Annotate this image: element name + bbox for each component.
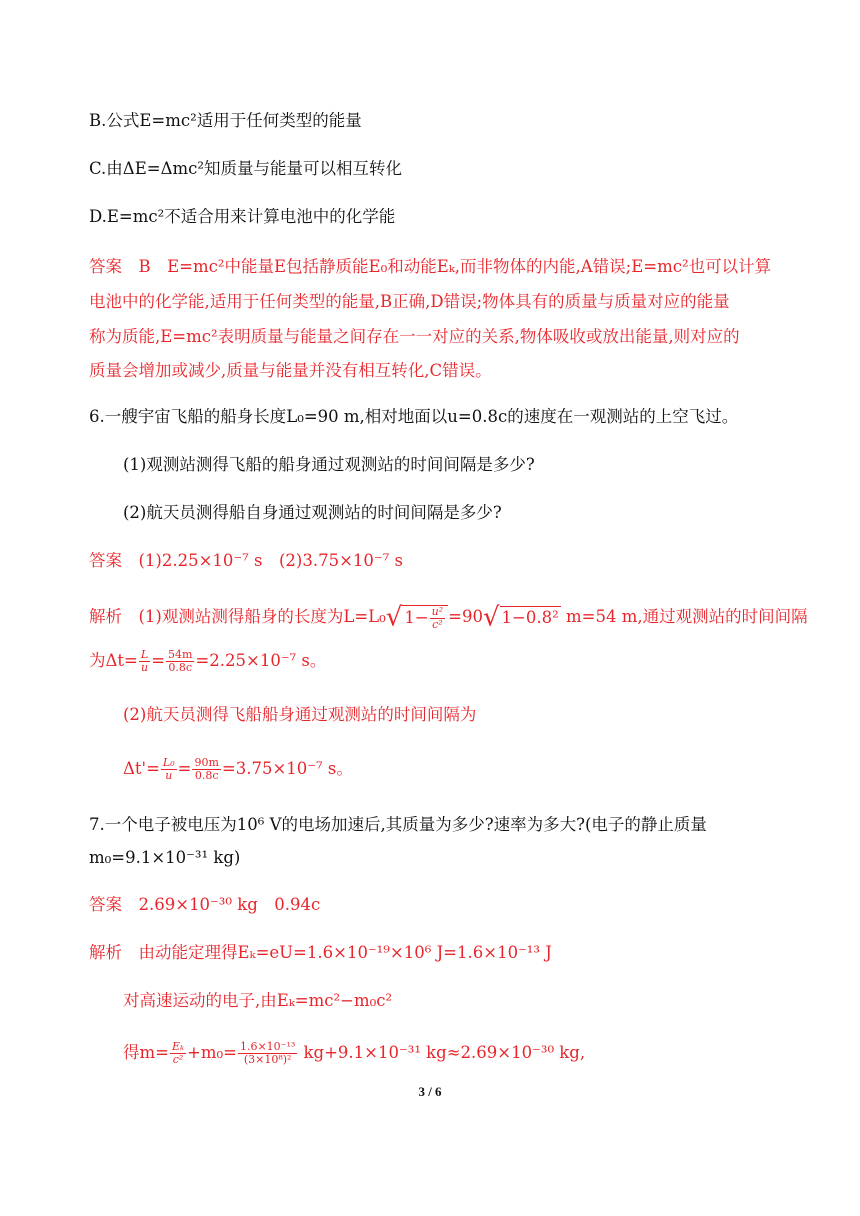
q7-analysis-text-c: kg+9.1×10⁻³¹ kg≈2.69×10⁻³⁰ kg, bbox=[298, 1043, 586, 1062]
q6-analysis-text-b: =90 bbox=[448, 607, 483, 626]
frac-num-u2: u² bbox=[431, 604, 444, 618]
q7-stem-line-2: m₀=9.1×10⁻³¹ kg) bbox=[89, 848, 241, 867]
q6-analysis-line-2: 为Δt= $\frac{L}{u}$ = $\frac{54m}{0.8c}$ =2.25×10⁻⁷ s。 bbox=[89, 648, 327, 674]
q5-option-d: D.E=mc²不适合用来计算电池中的化学能 bbox=[89, 207, 396, 226]
fraction-l0-over-u: $\frac{\text{L₀}}{u}$ bbox=[162, 756, 175, 782]
fraction-numeric-mass: $\frac{\text{1.6×10⁻¹³}}{\text{(3×10⁸)²}}$ bbox=[239, 1040, 296, 1066]
sqrt-numeric: √ 1−0.8² bbox=[482, 602, 559, 633]
q5-option-b: B.公式E=mc²适用于任何类型的能量 bbox=[89, 111, 362, 130]
q6-stem: 6.一艘宇宙飞船的船身长度L₀=90 m,相对地面以u=0.8c的速度在一观测站的上空飞过。 bbox=[89, 407, 739, 426]
sqrt-gamma-formula: √ 1− $\frac{\text{u²}}{\text{c²}}$ bbox=[386, 604, 448, 631]
q6-analysis-text-e: =2.25×10⁻⁷ s。 bbox=[195, 651, 327, 670]
q6-answer: 答案 (1)2.25×10⁻⁷ s (2)3.75×10⁻⁷ s bbox=[89, 551, 403, 570]
q5-option-c: C.由ΔE=Δmc²知质量与能量可以相互转化 bbox=[89, 159, 402, 178]
q7-analysis-line-3 bbox=[123, 1040, 585, 1066]
page-number: 3 / 6 bbox=[418, 1084, 442, 1099]
sqrt-numeric-body: 1−0.8² bbox=[501, 608, 559, 628]
q6-analysis-text-d: 为Δt= bbox=[89, 651, 138, 670]
q7-analysis-text-b: +m₀= bbox=[187, 1043, 237, 1062]
fraction-54m-over-08c: $\frac{54m}{0.8c}$ bbox=[168, 648, 193, 674]
q6-analysis-line-1 bbox=[89, 604, 808, 631]
q7-answer: 答案 2.69×10⁻³⁰ kg 0.94c bbox=[89, 895, 321, 914]
fraction-l-over-u: $\frac{L}{u}$ bbox=[140, 648, 149, 674]
q6-analysis-text-f: Δt'= bbox=[123, 759, 160, 778]
q6-sub-question-1: (1)观测站测得飞船的船身通过观测站的时间间隔是多少? bbox=[123, 455, 535, 474]
q6-analysis-line-3: (2)航天员测得飞船船身通过观测站的时间间隔为 bbox=[123, 705, 477, 724]
q6-analysis-text-a: 解析 (1)观测站测得船身的长度为L=L₀ bbox=[89, 607, 386, 626]
q7-analysis-text-a: 得m= bbox=[123, 1043, 169, 1062]
fraction-ek-over-c2: $\frac{\text{Eₖ}}{\text{c²}}$ bbox=[171, 1040, 185, 1066]
frac-den-c2: c² bbox=[432, 617, 443, 631]
q7-analysis-line-1: 解析 由动能定理得Eₖ=eU=1.6×10⁻¹⁹×10⁶ J=1.6×10⁻¹³ J bbox=[89, 943, 552, 962]
q5-answer-line-2: 电池中的化学能,适用于任何类型的能量,B正确,D错误;物体具有的质量与质量对应的能量 bbox=[89, 292, 730, 311]
q7-stem-line-1: 7.一个电子被电压为10⁶ V的电场加速后,其质量为多少?速率为多大?(电子的静止质量 bbox=[89, 815, 707, 834]
q5-answer-line-1: 答案 B E=mc²中能量E包括静质能E₀和动能Eₖ,而非物体的内能,A错误;E=mc²也可以计算 bbox=[89, 257, 772, 276]
q6-analysis-line-4: Δt'= $\frac{\text{L₀}}{u}$ = $\frac{90m}{0.8c}$ =3.75×10⁻⁷ s。 bbox=[123, 756, 353, 782]
fraction-90m-over-08c: $\frac{90m}{0.8c}$ bbox=[194, 756, 219, 782]
q7-analysis-line-2: 对高速运动的电子,由Eₖ=mc²−m₀c² bbox=[123, 991, 393, 1010]
q5-answer-line-4: 质量会增加或减少,质量与能量并没有相互转化,C错误。 bbox=[89, 361, 492, 380]
q5-answer-line-3: 称为质能,E=mc²表明质量与能量之间存在一一对应的关系,物体吸收或放出能量,则对应的 bbox=[89, 327, 740, 346]
q6-analysis-text-c: m=54 m,通过观测站的时间间隔 bbox=[560, 607, 808, 626]
q6-sub-question-2: (2)航天员测得船自身通过观测站的时间间隔是多少? bbox=[123, 503, 502, 522]
q6-analysis-text-g: =3.75×10⁻⁷ s。 bbox=[221, 759, 353, 778]
